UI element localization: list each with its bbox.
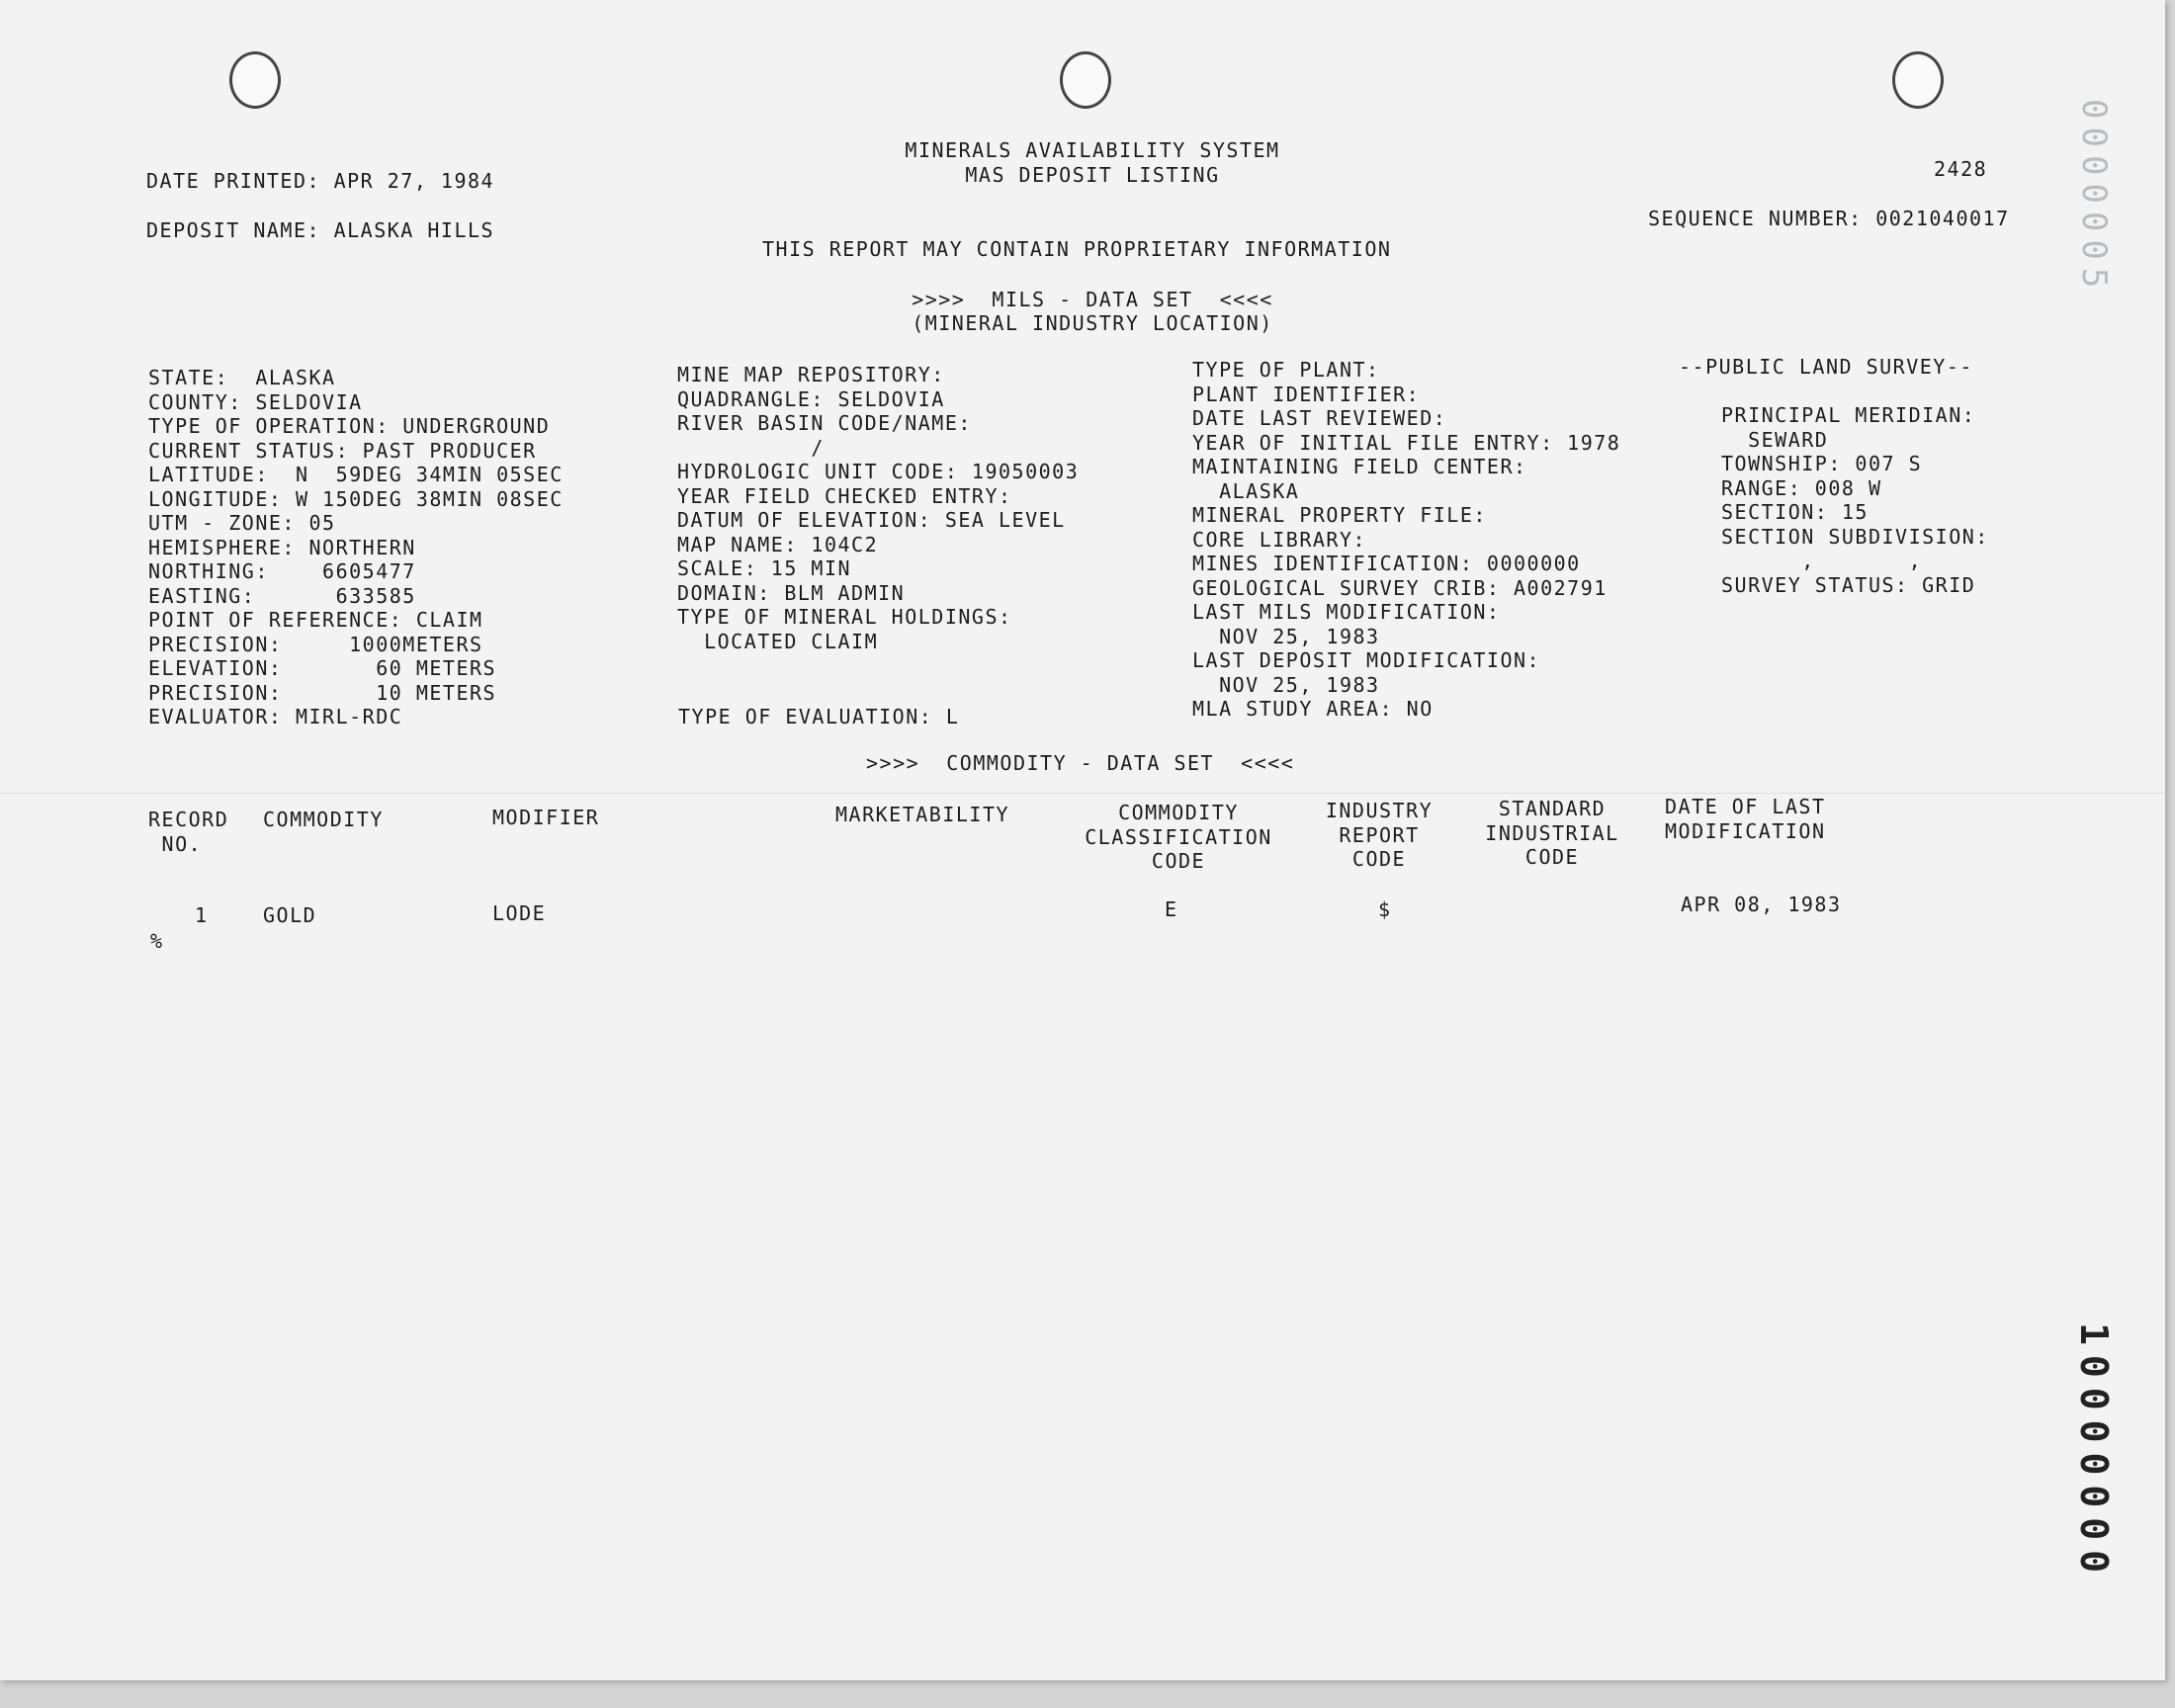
field-line: CURRENT STATUS: PAST PRODUCER [148,438,537,463]
field-line: COUNTY: SELDOVIA [148,389,363,414]
deposit-name: DEPOSIT NAME: ALASKA HILLS [146,218,495,242]
field-line: SECTION: 15 [1721,500,1869,524]
field-line: MINERAL PROPERTY FILE: [1192,503,1487,527]
col-header-sic [1473,797,1631,870]
field-line: GEOLOGICAL SURVEY CRIB: A002791 [1192,575,1608,600]
field-line: SURVEY STATUS: GRID [1721,572,1976,597]
col-header-line: INDUSTRY [1325,799,1434,822]
field-line: MAP NAME: 104C2 [677,532,879,556]
page-stamp-top: 0000005 [2074,99,2114,297]
field-line: LOCATED CLAIM [677,629,879,653]
field-line: HEMISPHERE: NORTHERN [148,535,416,559]
commodity-name: GOLD [263,903,317,927]
page-stamp-bottom: 10000000 [2072,1323,2116,1583]
field-line: PRECISION: 10 METERS [148,680,497,705]
col-header-modifier: MODIFIER [492,806,600,829]
field-line: NOV 25, 1983 [1192,672,1380,697]
col-header-marketability: MARKETABILITY [835,803,1010,826]
col-header-line: CODE [1151,849,1206,873]
classification-value: E [1165,897,1178,921]
field-line: STATE: ALASKA [148,366,336,389]
col-header-line: DATE OF LAST [1665,795,1826,818]
field-line: LATITUDE: N 59DEG 34MIN 05SEC [148,463,564,486]
mils-subheading: (MINERAL INDUSTRY LOCATION) [912,311,1273,335]
field-line: HYDROLOGIC UNIT CODE: 19050003 [677,460,1080,483]
field-line: DATUM OF ELEVATION: SEA LEVEL [677,508,1066,532]
field-line: ELEVATION: 60 METERS [148,656,497,680]
field-line: RANGE: 008 W [1721,475,1882,500]
industry-code-value: $ [1378,897,1392,921]
field-line: TYPE OF OPERATION: UNDERGROUND [148,414,551,438]
sequence-number: SEQUENCE NUMBER: 0021040017 [1648,207,2010,230]
col-header-line: COMMODITY [1118,801,1239,824]
fold-line [0,793,2165,794]
field-line: CORE LIBRARY: [1192,527,1367,552]
col-header-line: CLASSIFICATION [1085,824,1272,849]
field-line: , , [1721,549,1923,572]
field-line: PRECISION: 1000METERS [148,632,483,656]
field-line: YEAR OF INITIAL FILE ENTRY: 1978 [1192,430,1621,455]
col-header-line: MODIFICATION [1665,818,1826,843]
field-line: MAINTAINING FIELD CENTER: [1192,455,1527,478]
field-line: QUADRANGLE: SELDOVIA [677,386,945,411]
field-line: TOWNSHIP: 007 S [1721,452,1923,475]
col-header-classification [1070,801,1287,874]
field-line: ALASKA [1192,478,1300,503]
col-header-record [148,808,228,856]
field-line: LONGITUDE: W 150DEG 38MIN 08SEC [148,486,564,511]
field-line: SCALE: 15 MIN [677,556,852,580]
col-header-line: NO. [148,831,203,856]
field-line: MINE MAP REPOSITORY: [677,363,945,386]
punch-hole [1060,51,1111,109]
col-header-line: INDUSTRIAL [1485,820,1619,845]
public-land-survey-heading: --PUBLIC LAND SURVEY-- [1679,355,1973,379]
system-title: MINERALS AVAILABILITY SYSTEM [905,138,1280,162]
col-header-line: CODE [1524,845,1580,869]
col-header-line: STANDARD [1498,797,1607,820]
public-land-survey-column [1721,403,1989,597]
mine-data-column [677,363,1079,653]
listing-title: MAS DEPOSIT LISTING [965,163,1220,187]
mils-heading: >>>> MILS - DATA SET <<<< [912,288,1273,311]
field-line: DOMAIN: BLM ADMIN [677,580,906,605]
field-line: EVALUATOR: MIRL-RDC [148,705,403,728]
page-number: 2428 [1934,157,1988,181]
field-line: EASTING: 633585 [148,583,416,608]
location-column [148,366,564,729]
field-line: TYPE OF MINERAL HOLDINGS: [677,605,1012,629]
field-line: NORTHING: 6605477 [148,559,416,583]
field-line: SEWARD [1721,427,1829,452]
modification-date-value: APR 08, 1983 [1681,893,1842,916]
date-printed: DATE PRINTED: APR 27, 1984 [146,169,495,193]
end-mark: % [150,929,164,953]
field-line: PRINCIPAL MERIDIAN: [1721,403,1976,427]
field-line: / [677,435,825,460]
field-line: UTM - ZONE: 05 [148,511,336,535]
col-header-line: RECORD [148,808,229,831]
field-line: MINES IDENTIFICATION: 0000000 [1192,552,1581,575]
col-header-commodity: COMMODITY [263,808,384,831]
col-header-line: CODE [1351,847,1407,871]
field-line: NOV 25, 1983 [1192,624,1380,648]
field-line: TYPE OF PLANT: [1192,358,1380,382]
field-line: LAST DEPOSIT MODIFICATION: [1192,648,1541,672]
field-line: LAST MILS MODIFICATION: [1192,600,1501,624]
type-of-evaluation: TYPE OF EVALUATION: L [678,705,960,728]
field-line: SECTION SUBDIVISION: [1721,524,1989,549]
field-line: MLA STUDY AREA: NO [1192,697,1434,721]
field-line: POINT OF REFERENCE: CLAIM [148,608,483,632]
commodity-heading: >>>> COMMODITY - DATA SET <<<< [866,751,1295,775]
field-line: YEAR FIELD CHECKED ENTRY: [677,483,1012,508]
record-number: 1 [195,903,209,927]
field-line: DATE LAST REVIEWED: [1192,406,1447,430]
plant-data-column [1192,358,1620,722]
punch-hole [1892,51,1944,109]
col-header-industry [1305,799,1453,872]
field-line: PLANT IDENTIFIER: [1192,382,1421,406]
proprietary-notice: THIS REPORT MAY CONTAIN PROPRIETARY INFORMATION [762,237,1392,261]
field-line: RIVER BASIN CODE/NAME: [677,411,972,435]
col-header-date [1665,795,1826,843]
punch-hole [229,51,281,109]
modifier-value: LODE [492,901,547,925]
col-header-line: REPORT [1339,822,1420,847]
